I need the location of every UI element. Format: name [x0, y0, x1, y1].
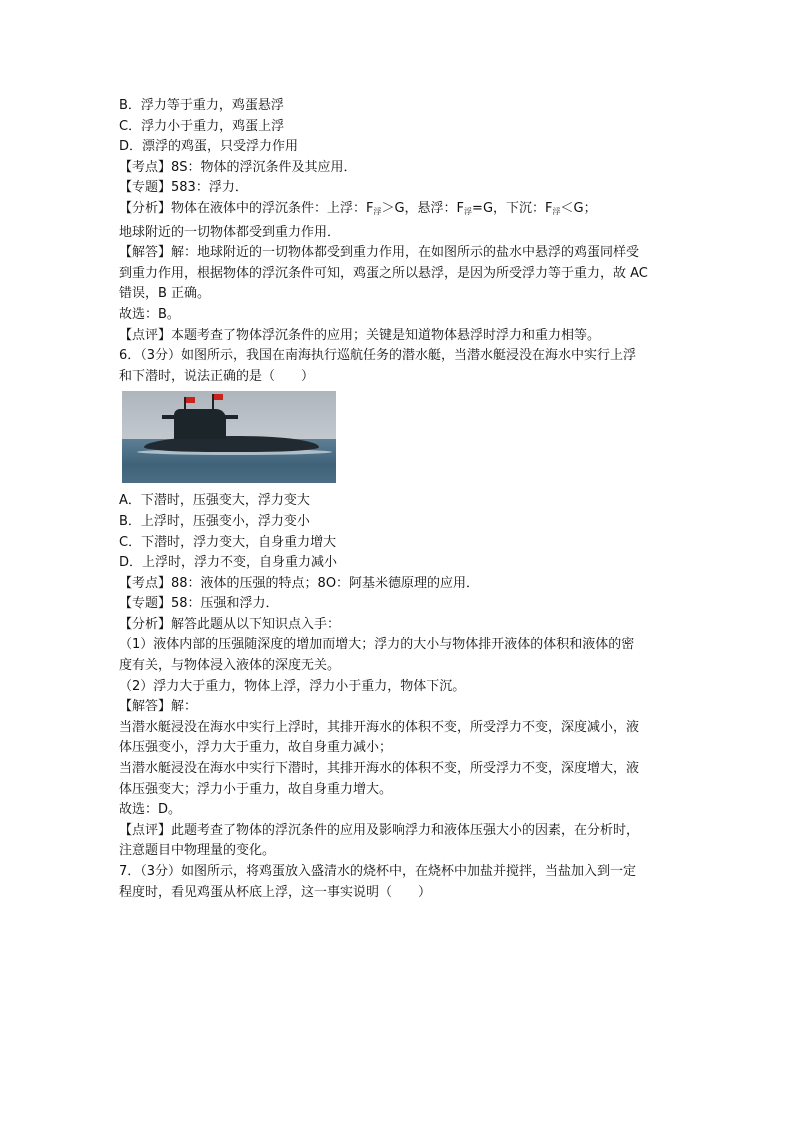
option-c: C．浮力小于重力，鸡蛋上浮 — [119, 118, 285, 134]
question-7: 7．（3分）如图所示，将鸡蛋放入盛清水的烧杯中，在烧杯中加盐并搅拌，当盐加入到一定 — [119, 864, 637, 879]
option-c: C．下潜时，浮力变大，自身重力增大 — [119, 534, 337, 550]
zhuanti: 【专题】583：浮力． — [119, 180, 248, 196]
fenxi: 【分析】解答此题从以下知识点入手： — [119, 616, 341, 632]
question-6: 6．（3分）如图所示，我国在南海执行巡航任务的潜水艇，当潜水艇浸没在海水中实行上浮 — [119, 348, 637, 364]
jieda-cont: 错误，B 正确。 — [119, 286, 211, 302]
jieda-cont: 体压强变大；浮力小于重力，故自身重力增大。 — [119, 781, 393, 797]
jieda: 【解答】解：地球附近的一切物体都受到重力作用，在如图所示的盐水中悬浮的鸡蛋同样受 — [119, 245, 640, 261]
jieda: 【解答】解： — [119, 699, 198, 715]
kaodian: 【考点】88：液体的压强的特点；8O：阿基米德原理的应用． — [119, 575, 480, 591]
jieda-cont: 当潜水艇浸没在海水中实行上浮时，其排开海水的体积不变，所受浮力不变，深度减小，液 — [119, 719, 640, 735]
kaodian: 【考点】8S：物体的浮沉条件及其应用． — [119, 159, 357, 175]
dianping: 【点评】本题考查了物体浮沉条件的应用；关键是知道物体悬浮时浮力和重力相等。 — [119, 327, 601, 343]
question-6-cont: 和下潜时，说法正确的是（ ） — [119, 368, 315, 384]
option-b: B．浮力等于重力，鸡蛋悬浮 — [119, 98, 284, 113]
jieda-cont: 到重力作用，根据物体的浮沉条件可知，鸡蛋之所以悬浮，是因为所受浮力等于重力，故 AC — [119, 265, 648, 281]
jieda-cont: 体压强变小，浮力大于重力，故自身重力减小； — [119, 740, 393, 756]
question-7-cont: 程度时，看见鸡蛋从杯底上浮，这一事实说明（ ） — [119, 884, 432, 900]
option-d: D．上浮时，浮力不变，自身重力减小 — [119, 555, 338, 571]
answer: 故选：B。 — [119, 306, 180, 322]
fenxi-point: （1）液体内部的压强随深度的增加而增大；浮力的大小与物体排开液体的体积和液体的密 — [119, 637, 635, 653]
dianping: 【点评】此题考查了物体的浮沉条件的应用及影响浮力和液体压强大小的因素，在分析时， — [119, 822, 640, 838]
option-b: B．上浮时，压强变小，浮力变小 — [119, 513, 310, 529]
fenxi-point-cont: 度有关，与物体浸入液体的深度无关。 — [119, 658, 341, 674]
flag-icon — [214, 394, 223, 400]
flag-icon — [186, 397, 195, 403]
answer: 故选：D。 — [119, 802, 182, 818]
fenxi-cont: 地球附近的一切物体都受到重力作用． — [119, 224, 341, 240]
fenxi: 【分析】物体在液体中的浮沉条件：上浮：$F_浮>G$，悬浮：$F_浮=G$，下沉：$F_浮<G$； — [119, 200, 597, 216]
jieda-cont: 当潜水艇浸没在海水中实行下潜时，其排开海水的体积不变，所受浮力不变，深度增大，液 — [119, 761, 640, 777]
submarine-image — [122, 391, 336, 483]
zhuanti: 【专题】58：压强和浮力． — [119, 596, 279, 612]
document-page — [119, 96, 679, 903]
fenxi-point: （2）浮力大于重力，物体上浮，浮力小于重力，物体下沉。 — [119, 678, 466, 694]
option-d: D．漂浮的鸡蛋，只受浮力作用 — [119, 139, 299, 155]
dianping-cont: 注意题目中物理量的变化。 — [119, 843, 276, 859]
option-a: A．下潜时，压强变大，浮力变大 — [119, 493, 310, 509]
